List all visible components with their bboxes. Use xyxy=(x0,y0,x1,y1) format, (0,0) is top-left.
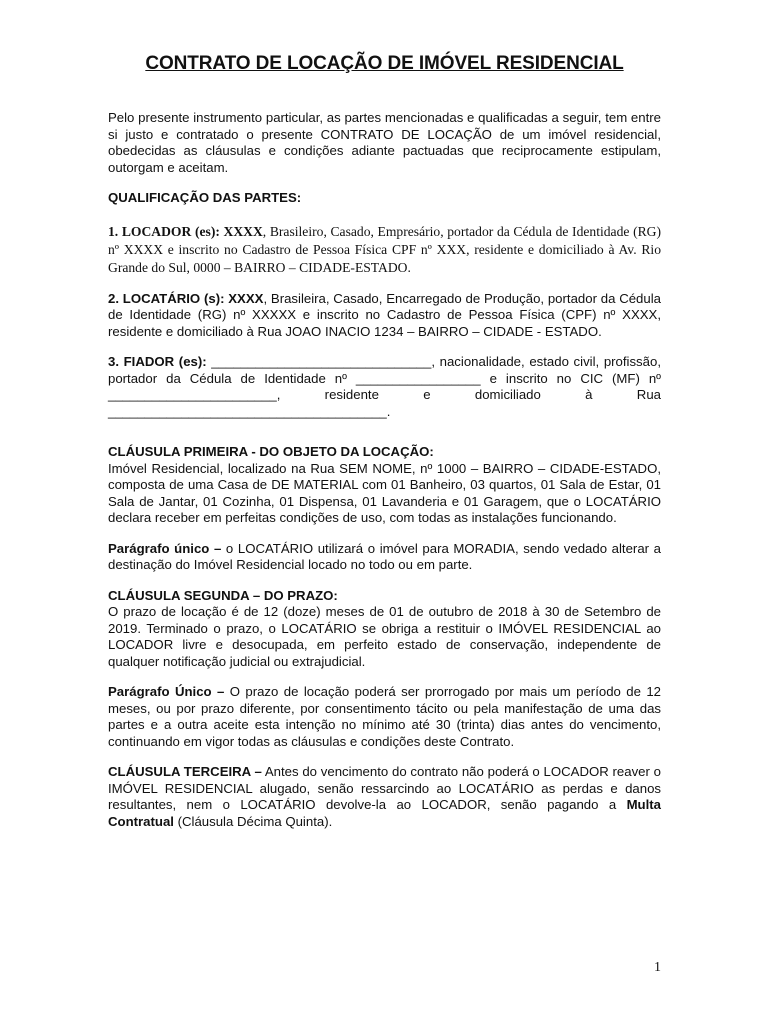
fiador-blank-cic: _______________________ xyxy=(108,387,277,402)
fiador-blank-rg: _________________ xyxy=(355,370,481,386)
clausula1-heading: CLÁUSULA PRIMEIRA - DO OBJETO DA LOCAÇÃO: xyxy=(108,444,434,459)
clausula2-heading: CLÁUSULA SEGUNDA – DO PRAZO: xyxy=(108,587,338,603)
locador-text: , Brasileiro, Casado, Empresário, portador da Cédula de Identidade (RG) nº XXXX e inscrito no Cadastro de Pessoa Física CPF nº XXX, residente e domiciliado à Av. Rio Grande do Sul, 0000 – BAIRRO – CIDADE-ESTADO. xyxy=(108,223,662,275)
fiador-blank-name: ______________________________ xyxy=(211,354,432,369)
clausula2-text: O prazo de locação é de 12 (doze) meses de 01 de outubro de 2018 à 30 de Setembro de 2019. Terminado o prazo, o LOCATÁRIO se obriga a restituir o IMÓVEL RESIDENCIAL ao LOCADOR livre e desocupada, em perfeito estado de conservação, independente de qualquer notificação judicial ou extrajudicial. xyxy=(108,604,661,669)
clausula3-paragraph: CLÁUSULA TERCEIRA – Antes do vencimento do contrato não poderá o LOCADOR reaver o IMÓVEL RESIDENCIAL alugado, senão ressarcindo ao LOCATÁRIO as perdas e danos resultantes, nem o LOCATÁRIO devolve-la ao LOCADOR, senão pagando a Multa Contratual (Cláusula Décima Quinta). xyxy=(108,764,661,829)
locador-paragraph xyxy=(108,223,661,277)
page-number: 1 xyxy=(654,960,661,975)
document-title: CONTRATO DE LOCAÇÃO DE IMÓVEL RESIDENCIAL xyxy=(145,53,624,74)
clausula3-heading: CLÁUSULA TERCEIRA – xyxy=(108,764,262,779)
qualificacao-heading: QUALIFICAÇÃO DAS PARTES: xyxy=(108,190,302,205)
locatario-label: 2. LOCATÁRIO (s): XXXX xyxy=(108,290,264,306)
document-page xyxy=(108,52,661,830)
locador-label: 1. LOCADOR (es): XXXX xyxy=(108,223,263,239)
multa-contratual: Multa Contratual xyxy=(108,797,661,829)
clausula1-paragrafo: Parágrafo único – o LOCATÁRIO utilizará o imóvel para MORADIA, sendo vedado alterar a destinação do Imóvel Residencial locado no todo ou em parte. xyxy=(108,540,661,572)
fiador-paragraph: 3. FIADOR (es): ______________________________, nacionalidade, estado civil, profissão, portador da Cédula de Identidade nº _________________ e inscrito no CIC (MF) nº _______________________, residente e domiciliado à Rua ______________________________________. xyxy=(108,354,661,419)
intro-paragraph: Pelo presente instrumento particular, as partes mencionadas e qualificadas a seguir, tem entre si justo e contratado o presente CONTRATO DE LOCAÇÃO de um imóvel residencial, obedecidas as cláusulas e condições adiante pactuadas que reciprocamente estipulam, outorgam e aceitam. xyxy=(108,110,661,175)
locatario-text: , Brasileira, Casado, Encarregado de Produção, portador da Cédula de Identidade (RG) nº XXXXX e inscrito no Cadastro de Pessoa Física (CPF) nº XXXX, residente e domiciliado à Rua JOAO INACIO 1234 – BAIRRO – CIDADE - ESTADO. xyxy=(108,290,661,339)
fiador-label: 3. FIADOR (es): xyxy=(108,354,207,369)
clausula1-text: Imóvel Residencial, localizado na Rua SEM NOME, nº 1000 – BAIRRO – CIDADE-ESTADO, composta de uma Casa de DE MATERIAL com 01 Banheiro, 03 quartos, 01 Sala de Estar, 01 Sala de Jantar, 01 Cozinha, 01 Dispensa, 01 Lavanderia e 01 Garagem, que o LOCATÁRIO declara receber em perfeitas condições de uso, com todas as instalações funcionando. xyxy=(108,460,661,525)
locatario-paragraph xyxy=(108,291,661,341)
clausula2-paragrafo: Parágrafo Único – O prazo de locação poderá ser prorrogado por mais um período de 12 meses, ou por prazo diferente, por consentimento tácito ou pela manifestação de uma das partes e a outra aceite esta intenção no mínimo até 30 (trinta) dias antes do vencimento, continuando em vigor todas as cláusulas e condições deste Contrato. xyxy=(108,684,661,749)
fiador-blank-rua: ______________________________________ xyxy=(108,403,387,419)
